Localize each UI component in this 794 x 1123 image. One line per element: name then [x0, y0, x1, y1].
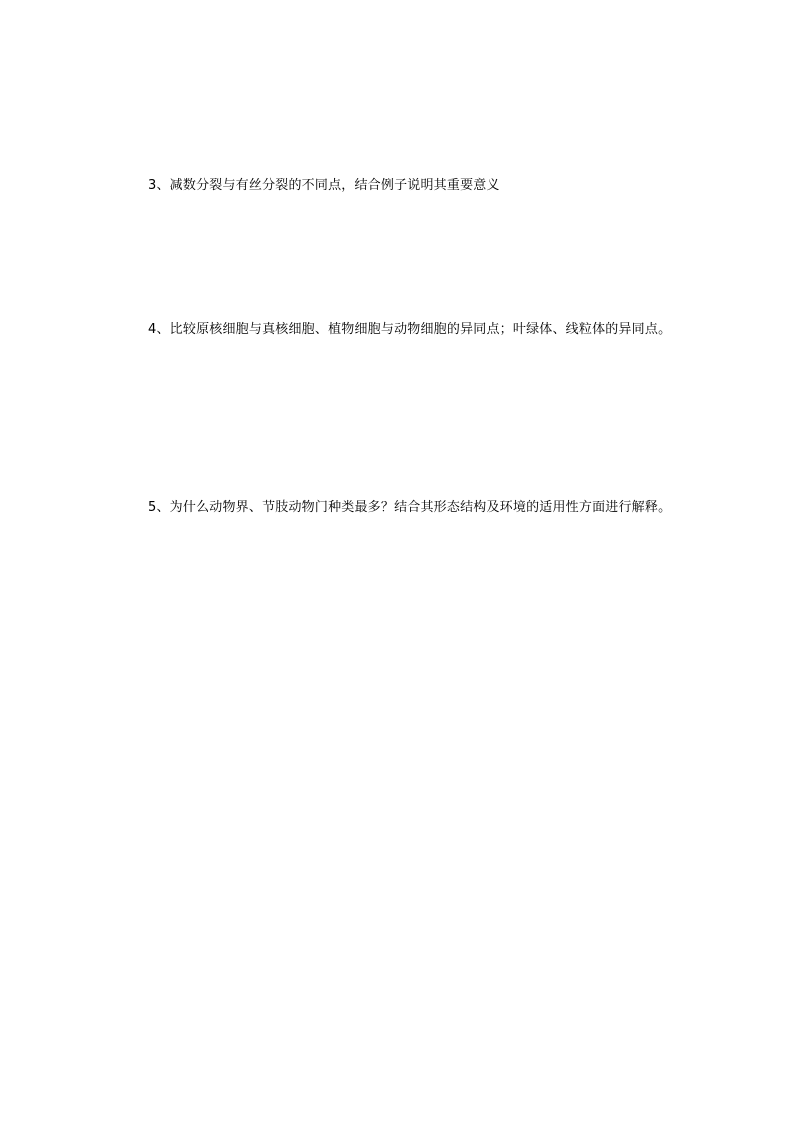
question-3: 3、减数分裂与有丝分裂的不同点，结合例子说明其重要意义 [148, 178, 500, 193]
question-5: 5、为什么动物界、节肢动物门种类最多？结合其形态结构及环境的适用性方面进行解释。 [148, 500, 672, 515]
question-4: 4、比较原核细胞与真核细胞、植物细胞与动物细胞的异同点；叶绿体、线粒体的异同点。 [148, 322, 672, 337]
